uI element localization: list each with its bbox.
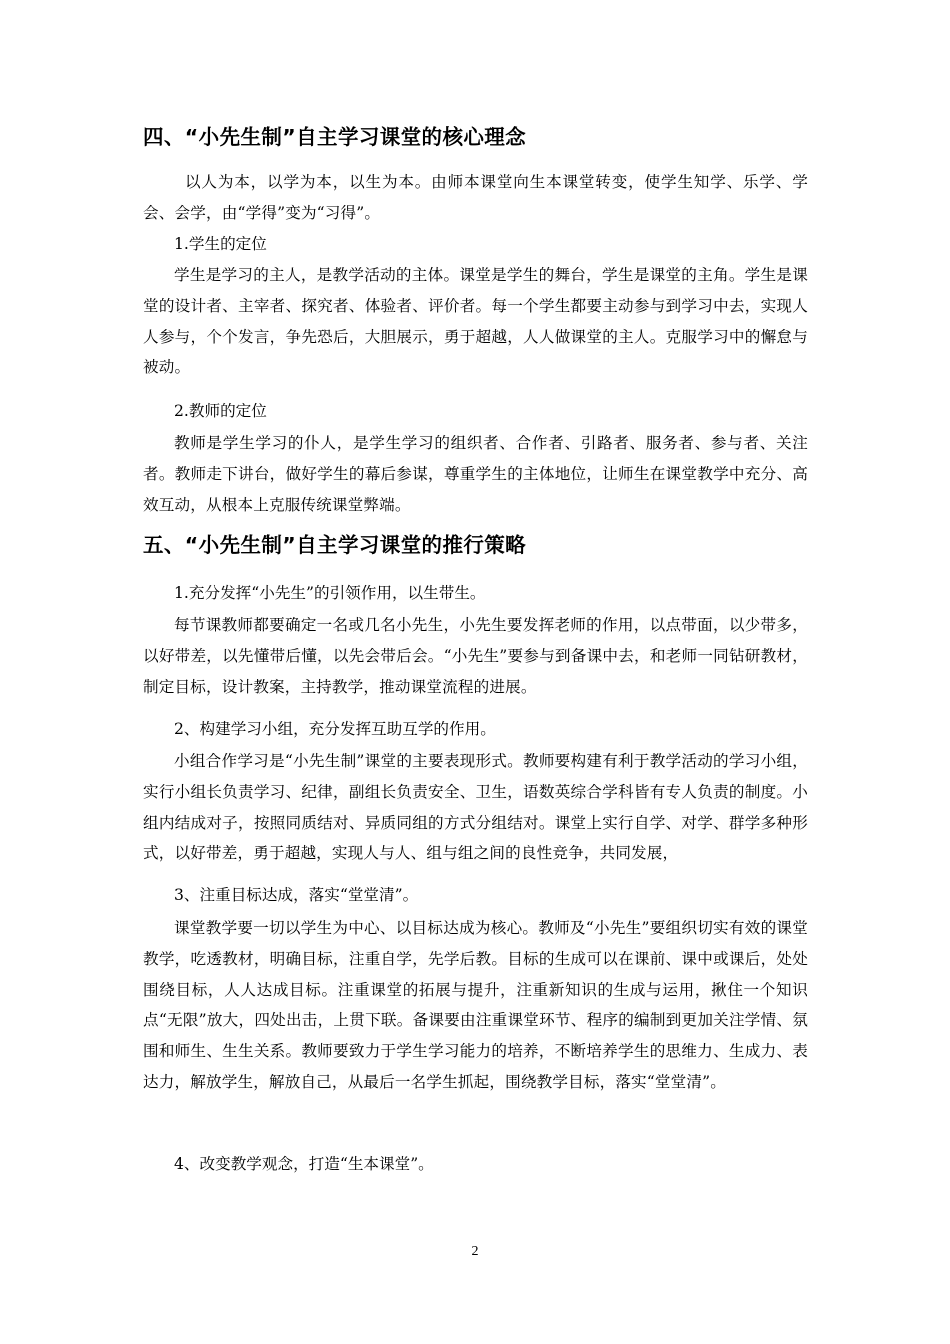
section-5-item-3-title: 3、注重目标达成，落实“堂堂清”。 xyxy=(174,886,419,904)
section-4-item-2-body: 教师是学生学习的仆人，是学生学习的组织者、合作者、引路者、服务者、参与者、关注者。教师走下讲台，做好学生的幕后参谋，尊重学生的主体地位，让师生在课堂教学中充分、高效互动，从根本上克服传统课堂弊端。 xyxy=(143,434,808,514)
section-4-intro: 以人为本，以学为本，以生为本。由师本课堂向生本课堂转变，使学生知学、乐学、学会、会学，由“学得”变为“习得”。 xyxy=(143,173,808,222)
section-5-item-1-body: 每节课教师都要确定一名或几名小先生，小先生要发挥老师的作用，以点带面，以少带多，以好带差，以先懂带后懂，以先会带后会。“小先生”要参与到备课中去，和老师一同钻研教材，制定目标，设计教案，主持教学，推动课堂流程的进展。 xyxy=(143,616,808,696)
section-5-item-2-body: 小组合作学习是“小先生制”课堂的主要表现形式。教师要构建有利于教学活动的学习小组，实行小组长负责学习、纪律，副组长负责安全、卫生，语数英综合学科皆有专人负责的制度。小组内结成对子，按照同质结对、异质同组的方式分组结对。课堂上实行自学、对学、群学多种形式，以好带差，勇于超越，实现人与人、组与组之间的良性竞争，共同发展， xyxy=(143,752,808,863)
section-5-item-1-title: 1.充分发挥“小先生”的引领作用，以生带生。 xyxy=(174,584,486,602)
section-4-heading: 四、“小先生制”自主学习课堂的核心理念 xyxy=(143,125,527,149)
section-4-item-2-title: 2.教师的定位 xyxy=(174,402,267,420)
section-4-item-1-title: 1.学生的定位 xyxy=(174,235,267,253)
page-number: 2 xyxy=(471,1244,479,1259)
section-5-item-4-title: 4、改变教学观念，打造“生本课堂”。 xyxy=(174,1155,434,1173)
section-5-item-3-body: 课堂教学要一切以学生为中心、以目标达成为核心。教师及“小先生”要组织切实有效的课堂教学，吃透教材，明确目标，注重自学，先学后教。目标的生成可以在课前、课中或课后，处处围绕目标，人人达成目标。注重课堂的拓展与提升，注重新知识的生成与运用，揪住一个知识点“无限”放大，四处出击，上贯下联。备课要由注重课堂环节、程序的编制到更加关注学情、氛围和师生、生生关系。教师要致力于学生学习能力的培养，不断培养学生的思维力、生成力、表达力，解放学生，解放自己，从最后一名学生抓起，围绕教学目标，落实“堂堂清”。 xyxy=(143,919,808,1091)
section-5-item-2-title: 2、构建学习小组，充分发挥互助互学的作用。 xyxy=(174,720,496,738)
section-4-item-1-body: 学生是学习的主人，是教学活动的主体。课堂是学生的舞台，学生是课堂的主角。学生是课堂的设计者、主宰者、探究者、体验者、评价者。每一个学生都要主动参与到学习中去，实现人人参与，个个发言，争先恐后，大胆展示，勇于超越，人人做课堂的主人。克服学习中的懈怠与被动。 xyxy=(143,266,808,377)
section-5-heading: 五、“小先生制”自主学习课堂的推行策略 xyxy=(143,533,527,557)
